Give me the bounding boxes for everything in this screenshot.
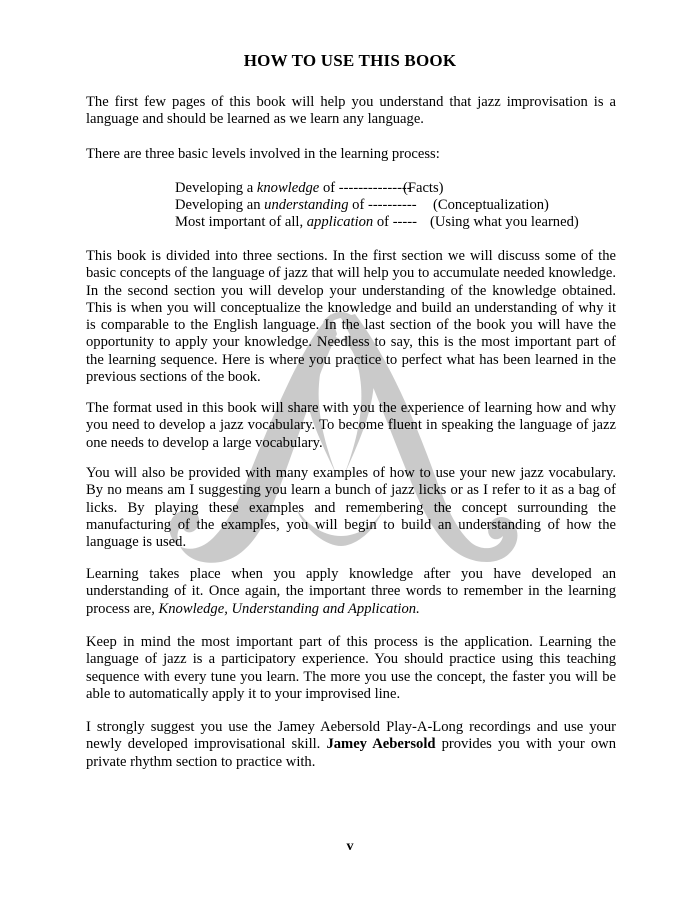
levels-intro: There are three basic levels involved in the learning process: [86, 146, 440, 162]
sections-paragraph: This book is divided into three sections. In the first section we will discuss some of the basic concepts of the language of jazz that will help you to accumulate needed knowledge. In the second section you will develop your understanding of the knowledge obtained. This is when you will conceptualize the knowledge and build an understanding of why it is comparable to the English language. In the last section of the book you will have the opportunity to apply your knowledge. Needless to say, this is the most important part of the learning sequence. Here is where you practice to perfect what has been learned in the previous sections of the book. [86, 248, 616, 386]
level-row-knowledge [175, 180, 444, 197]
aebersold-text-1: I strongly suggest you use the Jamey Aebersold Play-A-Long recordings and use your newly developed improvisational skill. [86, 719, 616, 753]
aebersold-text-2: provides you with your own private rhythm section to practice with. [86, 736, 616, 770]
level-value: (Using what you learned) [430, 214, 579, 230]
level-value: (Facts) [403, 180, 444, 196]
learning-emphasis: Knowledge, Understanding and Application. [158, 600, 420, 617]
aebersold-name: Jamey Aebersold [326, 736, 436, 753]
practice-paragraph: Keep in mind the most important part of this process is the application. Learning the language of jazz is a participatory experience. You should practice using this teaching sequence with every tune you learn. The more you use the concept, the faster you will be able to automatically apply it to your improvised line. [86, 634, 616, 702]
learning-paragraph [86, 566, 616, 618]
level-emphasis: knowledge [256, 180, 320, 196]
level-suffix: of ----- [373, 214, 417, 230]
page-title: HOW TO USE THIS BOOK [243, 51, 457, 70]
level-value: (Conceptualization) [433, 197, 549, 213]
format-paragraph: The format used in this book will share with you the experience of learning how and why you need to develop a jazz vocabulary. To become fluent in speaking the language of jazz one needs to develop a large vocabulary. [86, 400, 616, 451]
learning-text: Learning takes place when you apply knowledge after you have developed an understanding of it. Once again, the important three words to remember in the learning process are, [86, 566, 616, 617]
intro-paragraph: The first few pages of this book will help you understand that jazz improvisation is a language and should be learned as we learn any language. [86, 94, 616, 128]
examples-paragraph: You will also be provided with many examples of how to use your new jazz vocabulary. By no means am I suggesting you learn a bunch of jazz licks or as I refer to it as a bag of licks. By playing these examples and remembering the concept surrounding the manufacturing of the examples, you will begin to build an understanding of how the language is used. [86, 465, 616, 551]
level-row-application [175, 214, 579, 231]
level-prefix: Developing a [175, 180, 257, 196]
page-number: v [346, 839, 354, 854]
level-emphasis: understanding [264, 197, 349, 213]
level-row-understanding [175, 197, 549, 214]
level-emphasis: application [306, 214, 374, 230]
level-suffix: of ---------- [348, 197, 417, 213]
level-suffix: of --------------- [319, 180, 412, 196]
level-prefix: Most important of all, [175, 214, 307, 230]
aebersold-paragraph [86, 719, 616, 771]
level-prefix: Developing an [175, 197, 265, 213]
